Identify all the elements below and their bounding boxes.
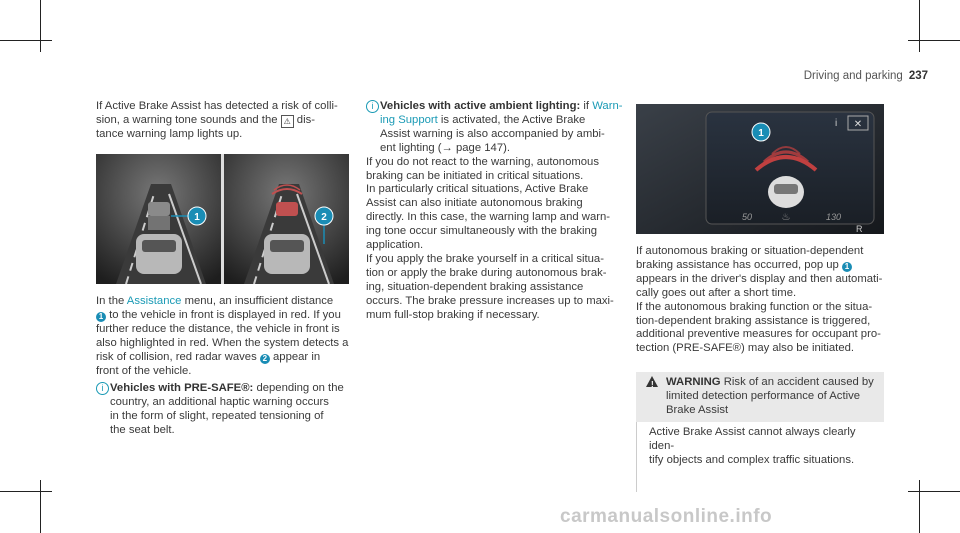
radar-illustration — [96, 154, 349, 284]
speed-left: 50 — [742, 212, 753, 222]
ambient-lighting-hint: i Vehicles with active ambient lighting: if Warn- ing Support is activated, the Active Brake Assist warning is also accompanied by ambi- ent lighting (→ page 147). — [366, 100, 624, 156]
column-2 — [366, 100, 624, 323]
page-number: 237 — [908, 70, 928, 82]
speed-right: 130 — [826, 212, 842, 222]
crop-mark — [40, 480, 41, 533]
info-icon: i — [366, 100, 379, 113]
watermark: carmanualsonline.info — [560, 506, 773, 527]
column-3 — [636, 245, 888, 356]
marker-1-icon: 1 — [842, 262, 852, 272]
display-illustration — [636, 104, 884, 234]
paragraph: If you do not react to the warning, autonomous braking can be initiated in critical situations. — [366, 155, 599, 182]
assistance-link[interactable]: Assistance — [126, 295, 182, 307]
page-header — [804, 70, 928, 82]
warning-support-link-2[interactable]: ing Support — [380, 113, 438, 126]
warning-box — [636, 372, 884, 492]
crop-mark — [919, 480, 920, 533]
marker-2-icon: 2 — [260, 354, 270, 364]
paragraph: If the autonomous braking function or the situa- tion-dependent braking assistance is triggered, additional preventive measures for occupant pro- tection (PRE-SAFE®) may also be initiated. — [636, 300, 881, 355]
callout-2: 2 — [321, 212, 327, 223]
warning-body: Active Brake Assist cannot always clearly iden- tify objects and complex traffic situations. — [636, 422, 884, 492]
crop-mark — [919, 0, 920, 52]
assistance-paragraph: In the Assistance menu, an insufficient distance 1 to the vehicle in front is displayed in red. If you further reduce the distance, the vehicle in front is also highlighted in red. When the system detects a risk of collision, red radar waves 2 appear in front of the vehicle. — [96, 295, 349, 377]
column-1-lower — [96, 295, 354, 438]
paragraph: In particularly critical situations, Active Brake Assist can also initiate autonomous braking directly. In this case, the warning lamp and warn- ing tone occur simultaneously with the braking application. — [366, 183, 611, 252]
distance-warning-icon: ⚠ — [281, 115, 294, 128]
column-1 — [96, 100, 354, 142]
crop-mark — [908, 40, 960, 41]
display-svg — [636, 104, 884, 234]
crop-mark — [908, 491, 960, 492]
info-button: i — [835, 118, 838, 129]
close-button: ✕ — [853, 119, 863, 130]
paragraph: If you apply the brake yourself in a critical situa- tion or apply the brake during autonomous brak- ing, situation-dependent braking assistance occurs. The brake pressure increases up to maxi- mum full-stop braking if necessary. — [366, 252, 614, 321]
paragraph: If autonomous braking or situation-dependent braking assistance has occurred, pop up 1 appears in the driver's display and then automati- cally goes out after a short time. — [636, 245, 883, 299]
section-title: Driving and parking — [803, 70, 903, 82]
crop-mark — [40, 0, 41, 52]
seat-icon: ♨ — [781, 212, 791, 223]
info-icon: i — [96, 382, 109, 395]
warning-support-link[interactable]: Warn- — [592, 100, 623, 112]
crop-mark — [0, 491, 52, 492]
warning-header: ! WARNING Risk of an accident caused by limited detection performance of Active Brake Assist — [636, 372, 884, 422]
gear-indicator: R — [856, 224, 863, 234]
intro-paragraph: If Active Brake Assist has detected a risk of colli- sion, a warning tone sounds and the ⚠ dis- tance warning lamp lights up. — [96, 100, 338, 140]
pre-safe-hint: i Vehicles with PRE-SAFE®: depending on the country, an additional haptic warning occurs in the form of slight, repeated tensioning of the seat belt. — [96, 382, 354, 438]
marker-1-icon: 1 — [96, 312, 106, 322]
warning-triangle-icon: ! — [646, 376, 658, 387]
radar-illustration-svg — [96, 154, 349, 284]
callout-1: 1 — [758, 128, 764, 139]
crop-mark — [0, 40, 52, 41]
callout-1: 1 — [194, 212, 200, 223]
